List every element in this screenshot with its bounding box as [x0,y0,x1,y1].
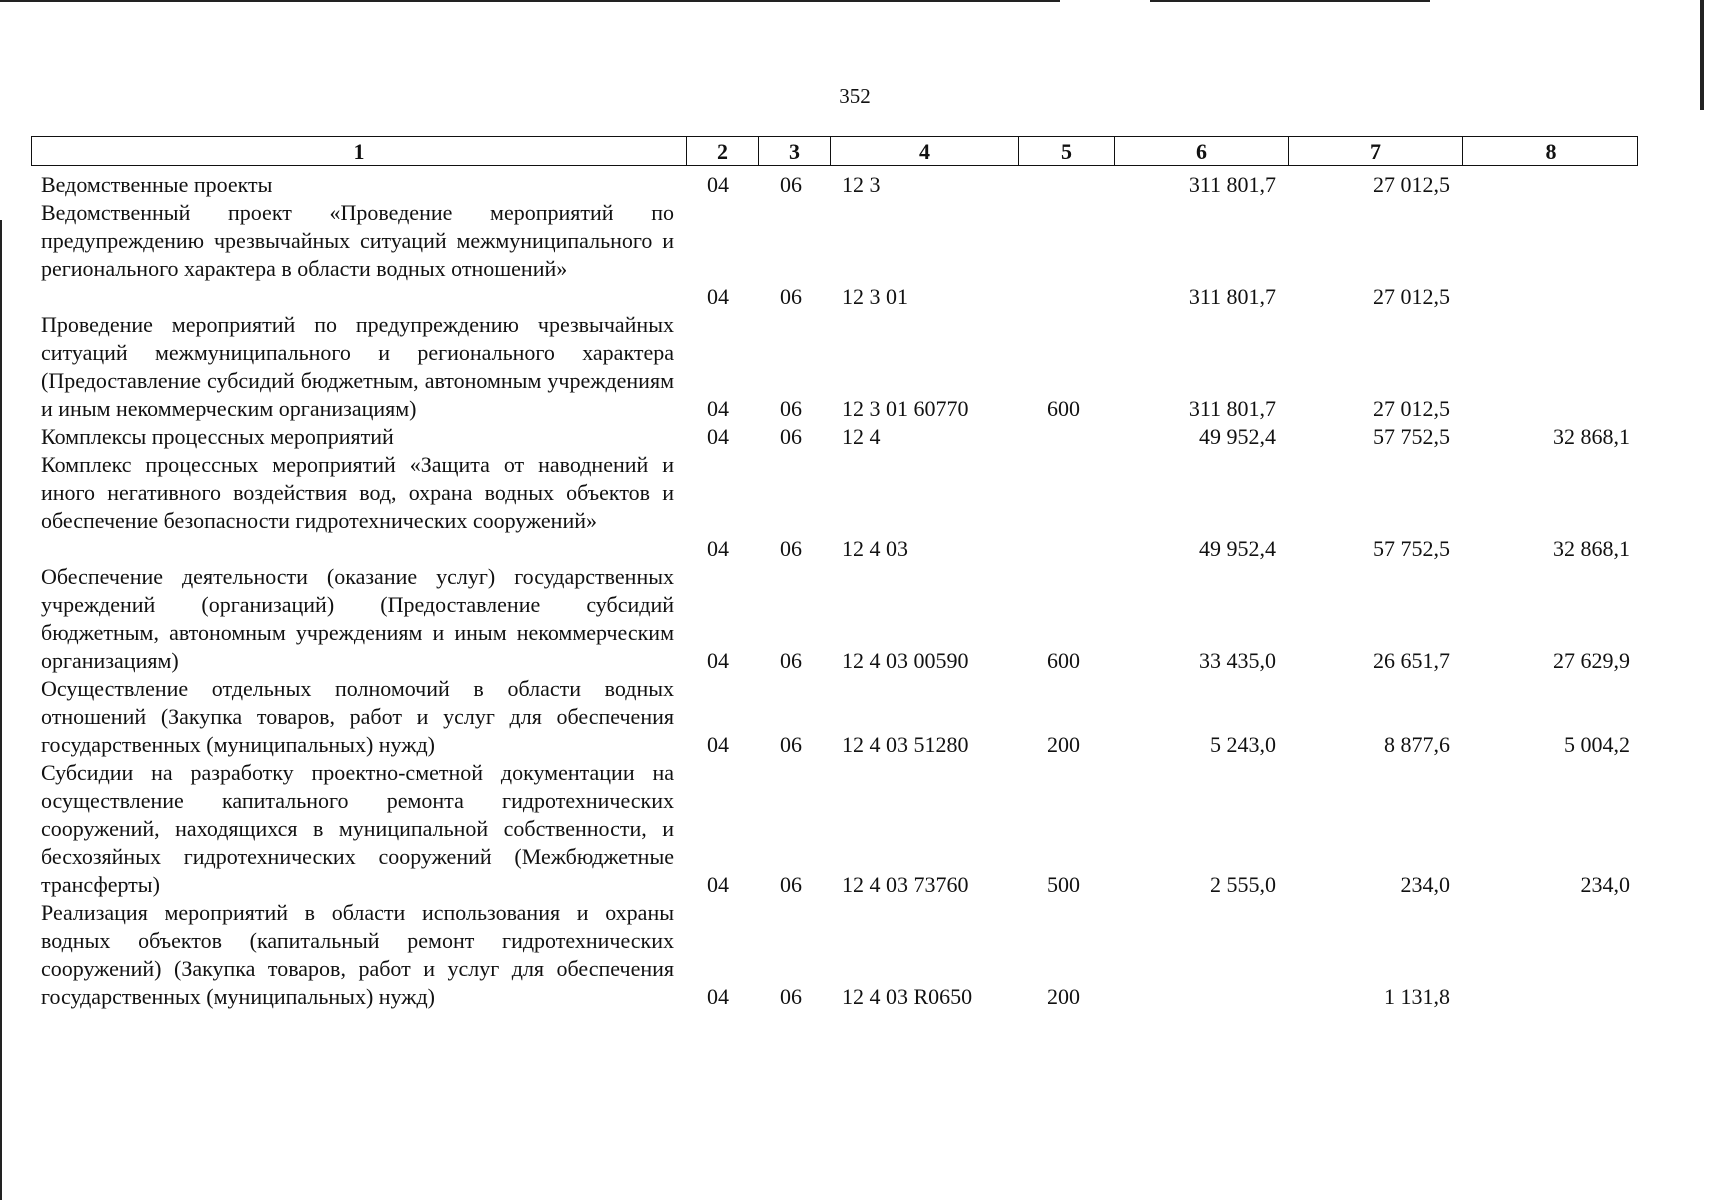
col-6-value: 49 952,4 [1199,424,1276,449]
table-row [0,759,1710,899]
col-7-value: 27 012,5 [1373,172,1450,197]
col-2-value: 04 [707,536,729,561]
header-col-7: 7 [1288,137,1462,165]
row-description: Комплексы процессных мероприятий [41,424,394,449]
col-2-value: 04 [707,984,729,1009]
col-6-value: 2 555,0 [1210,872,1276,897]
col-8-value: 32 868,1 [1553,536,1630,561]
row-description: Ведомственные проекты [41,172,273,197]
header-col-3: 3 [758,137,830,165]
col-3-value: 06 [780,872,802,897]
col-7-value: 1 131,8 [1384,984,1450,1009]
col-7-value: 27 012,5 [1373,284,1450,309]
row-description: Ведомственный проект «Проведение мероприятий по предупреждению чрезвычайных ситуаций межмуниципального и регионального характера в области водных отношений» [41,200,674,281]
col-3-value: 06 [780,172,802,197]
header-col-1: 1 [353,139,365,164]
col-5-value: 200 [1047,732,1080,757]
col-7-value: 26 651,7 [1373,648,1450,673]
col-2-value: 04 [707,284,729,309]
col-2-value: 04 [707,872,729,897]
header-col-8: 8 [1462,137,1639,165]
col-7-value: 57 752,5 [1373,424,1450,449]
scan-edge-top-right [1150,0,1430,2]
col-7-value: 57 752,5 [1373,536,1450,561]
col-2-value: 04 [707,172,729,197]
row-description: Обеспечение деятельности (оказание услуг) государственных учреждений (организаций) (Предоставление субсидий бюджетным, автономным учреждениям и иным некоммерческим организациям) [41,564,674,673]
col-2-value: 04 [707,732,729,757]
col-3-value: 06 [780,396,802,421]
col-3-value: 06 [780,424,802,449]
col-6-value: 5 243,0 [1210,732,1276,757]
col-6-value: 49 952,4 [1199,536,1276,561]
table-row [0,171,1710,199]
col-8-value: 32 868,1 [1553,424,1630,449]
scan-edge-top [0,0,1060,2]
col-8-value: 234,0 [1580,872,1630,897]
col-7-value: 234,0 [1400,872,1450,897]
col-2-value: 04 [707,424,729,449]
header-col-6: 6 [1114,137,1288,165]
col-6-value: 311 801,7 [1188,284,1276,309]
col-5-value: 600 [1047,396,1080,421]
col-4-value: 12 4 [842,424,881,449]
col-6-value: 33 435,0 [1199,648,1276,673]
col-4-value: 12 3 [842,172,881,197]
col-5-value: 600 [1047,648,1080,673]
col-3-value: 06 [780,536,802,561]
col-2-value: 04 [707,648,729,673]
col-4-value: 12 3 01 [842,284,908,309]
col-4-value: 12 4 03 51280 [842,732,969,757]
col-3-value: 06 [780,284,802,309]
table-row [0,899,1710,1011]
col-3-value: 06 [780,648,802,673]
col-7-value: 8 877,6 [1384,732,1450,757]
col-4-value: 12 3 01 60770 [842,396,969,421]
col-5-value: 200 [1047,984,1080,1009]
header-col-4: 4 [830,137,1018,165]
row-description: Комплекс процессных мероприятий «Защита от наводнений и иного негативного воздействия вод, охрана водных объектов и обеспечение безопасности гидротехнических сооружений» [41,452,674,533]
col-5-value: 500 [1047,872,1080,897]
table-row [0,423,1710,451]
col-4-value: 12 4 03 R0650 [842,984,973,1009]
row-description: Субсидии на разработку проектно-сметной документации на осуществление капитального ремонта гидротехнических сооружений, находящихся в муниципальной собственности, и бесхозяйных гидротехнических сооружений (Межбюджетные трансферты) [41,760,674,897]
table-row [0,675,1710,759]
row-description: Осуществление отдельных полномочий в области водных отношений (Закупка товаров, работ и услуг для обеспечения государственных (муниципальных) нужд) [41,676,674,757]
col-3-value: 06 [780,984,802,1009]
col-6-value: 311 801,7 [1188,396,1276,421]
row-description: Проведение мероприятий по предупреждению чрезвычайных ситуаций межмуниципального и регионального характера (Предоставление субсидий бюджетным, автономным учреждениям и иным некоммерческим организациям) [41,312,674,421]
table-row [0,199,1710,311]
col-8-value: 5 004,2 [1564,732,1630,757]
col-7-value: 27 012,5 [1373,396,1450,421]
row-description: Реализация мероприятий в области использования и охраны водных объектов (капитальный ремонт гидротехнических сооружений) (Закупка товаров, работ и услуг для обеспечения государственных (муниципальных) нужд) [41,900,674,1009]
header-col-5: 5 [1018,137,1114,165]
table-row [0,563,1710,675]
col-4-value: 12 4 03 73760 [842,872,969,897]
col-8-value: 27 629,9 [1553,648,1630,673]
col-6-value: 311 801,7 [1188,172,1276,197]
header-col-2: 2 [686,137,758,165]
table-row [0,451,1710,563]
col-4-value: 12 4 03 00590 [842,648,969,673]
table-row [0,311,1710,423]
page-number: 352 [839,84,871,108]
col-4-value: 12 4 03 [842,536,908,561]
col-3-value: 06 [780,732,802,757]
table-header [31,136,1638,166]
col-2-value: 04 [707,396,729,421]
